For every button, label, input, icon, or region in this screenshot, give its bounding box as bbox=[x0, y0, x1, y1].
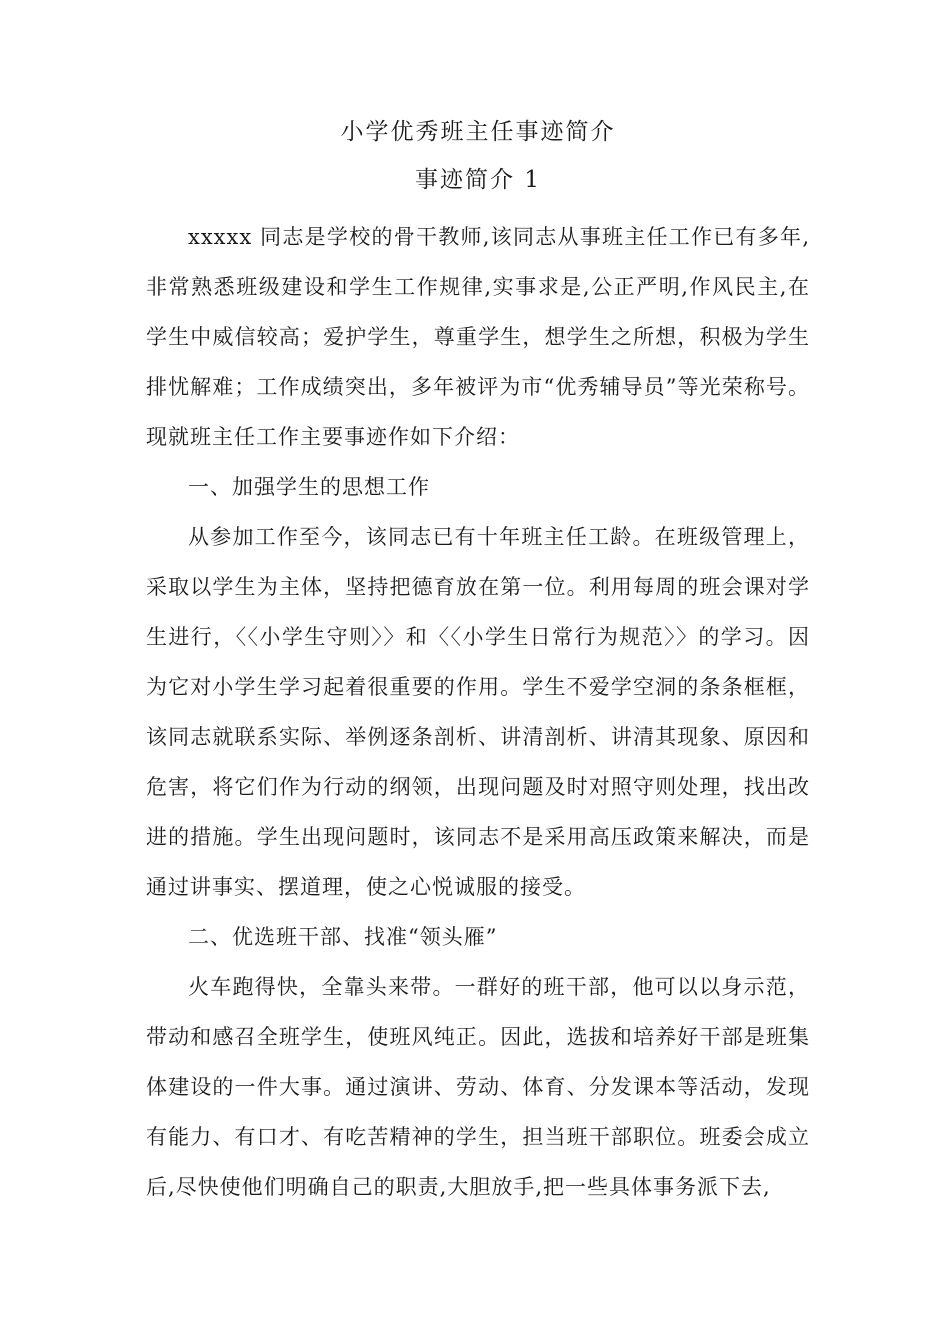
paragraph-section-2: 火车跑得快，全靠头来带。一群好的班干部，他可以以身示范，带动和感召全班学生，使班风纯正。因此，选拔和培养好干部是班集体建设的一件大事。通过演讲、劳动、体育、分发课本等活动，发现有能力、有口才、有吃苦精神的学生，担当班干部职位。班委会成立后,尽快使他们明确自己的职责,大胆放手,把一些具体事务派下去, bbox=[146, 975, 810, 1199]
paragraph-intro: xxxxx 同志是学校的骨干教师,该同志从事班主任工作已有多年,非常熟悉班级建设和学生工作规律,实事求是,公正严明,作风民主,在学生中威信较高；爱护学生，尊重学生，想学生之所想，积极为学生排忧解难；工作成绩突出，多年被评为市“优秀辅导员”等光荣称号。现就班主任工作主要事迹作如下介绍： bbox=[146, 225, 810, 449]
section-heading-2: 二、优选班干部、找准“领头雁” bbox=[188, 925, 498, 949]
document-body bbox=[146, 212, 810, 1212]
document-title: 小学优秀班主任事迹简介 bbox=[340, 119, 616, 145]
document-subtitle: 事迹简介 1 bbox=[415, 167, 541, 193]
document-content bbox=[146, 112, 810, 1212]
paragraph-section-1: 从参加工作至今，该同志已有十年班主任工龄。在班级管理上，采取以学生为主体，坚持把德育放在第一位。利用每周的班会课对学生进行，〈〈小学生守则〉〉和〈〈小学生日常行为规范〉〉的学习。因为它对小学生学习起着很重要的作用。学生不爱学空洞的条条框框，该同志就联系实际、举例逐条剖析、讲清剖析、讲清其现象、原因和危害，将它们作为行动的纲领，出现问题及时对照守则处理，找出改进的措施。学生出现问题时，该同志不是采用高压政策来解决，而是通过讲事实、摆道理，使之心悦诚服的接受。 bbox=[146, 525, 810, 899]
section-heading-1: 一、加强学生的思想工作 bbox=[188, 475, 430, 499]
